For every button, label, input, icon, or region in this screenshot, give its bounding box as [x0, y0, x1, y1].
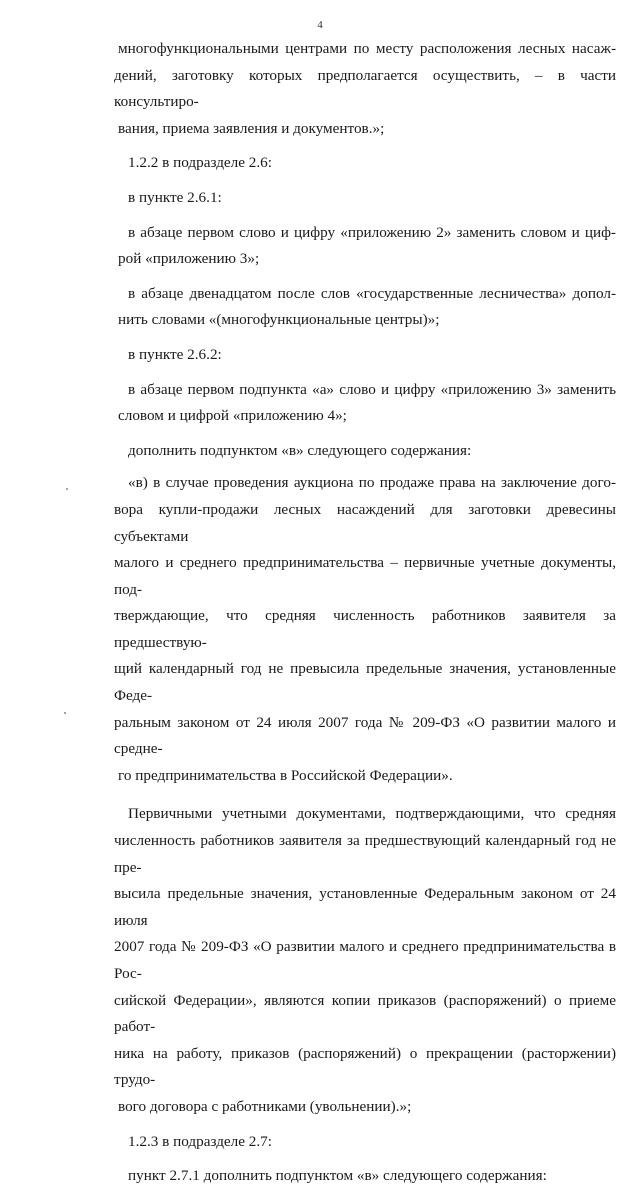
paragraph-point-2-7-1 — [118, 1163, 616, 1190]
paragraph-1-2-3 — [118, 1129, 616, 1156]
paragraph-point-2-6-2 — [118, 342, 616, 369]
text-line: многофункциональными центрами по месту расположения лесных насаж- — [118, 40, 616, 57]
text-line: численность работников заявителя за предшествующий календарный год не пре- — [114, 832, 616, 876]
paragraph-continuation — [114, 36, 616, 142]
page-number: 4 — [317, 19, 323, 31]
text-line: в абзаце первом подпункта «а» слово и цифру «приложению 3» заменить — [128, 380, 616, 398]
text-line: малого и среднего предпринимательства – первичные учетные документы, под- — [114, 554, 616, 598]
text-line: высила предельные значения, установленные Федеральным законом от 24 июля — [114, 885, 616, 929]
text-line: в абзаце первом слово и цифру «приложению 2» заменить словом и циф- — [128, 223, 616, 241]
text-line: го предпринимательства в Российской Федерации». — [118, 766, 453, 784]
text-line: вания, приема заявления и документов.»; — [118, 119, 385, 137]
text-line: в абзаце двенадцатом после слов «государственные лесничества» допол- — [128, 284, 616, 302]
document-body — [114, 36, 616, 1190]
paragraph-point-2-6-1 — [118, 185, 616, 212]
text-line: тверждающие, что средняя численность работников заявителя за предшествую- — [114, 607, 616, 651]
text-line: Первичными учетными документами, подтверждающими, что средняя — [128, 805, 616, 823]
text-line: ника на работу, приказов (распоряжений) о прекращении (расторжении) трудо- — [114, 1044, 616, 1089]
scan-speck — [64, 712, 66, 714]
text-line: «в) в случае проведения аукциона по продаже права на заключение дого- — [128, 474, 616, 492]
text-line: рой «приложению 3»; — [118, 250, 260, 268]
text-line: сийской Федерации», являются копии приказов (распоряжений) о приеме работ- — [114, 991, 616, 1036]
text-line: в пункте 2.6.2: — [128, 345, 222, 363]
paragraph-abzac-12 — [118, 281, 616, 334]
text-line: 2007 года № 209-ФЗ «О развитии малого и среднего предпринимательства в Рос- — [114, 938, 616, 982]
paragraph-subpoint-a — [118, 377, 616, 430]
text-line: вора купли-продажи лесных насаждений для заготовки древесины субъектами — [114, 500, 616, 545]
text-line: дений, заготовку которых предполагается осуществить, – в части консультиро- — [114, 66, 616, 111]
text-line: словом и цифрой «приложению 4»; — [118, 407, 347, 425]
scan-speck — [66, 488, 68, 490]
paragraph-add-subpoint — [118, 438, 616, 465]
text-line: в пункте 2.6.1: — [128, 188, 222, 206]
text-line: 1.2.3 в подразделе 2.7: — [128, 1132, 272, 1150]
text-line: ральным законом от 24 июля 2007 года № 209-ФЗ «О развитии малого и средне- — [114, 713, 616, 758]
paragraph-quote-v — [114, 470, 616, 789]
text-line: щий календарный год не превысила предельные значения, установленные Феде- — [114, 660, 616, 705]
text-line: нить словами «(многофункциональные центры)»; — [118, 311, 440, 329]
text-line: вого договора с работниками (увольнении).»; — [118, 1097, 412, 1115]
paragraph-abzac-1 — [118, 220, 616, 273]
text-line: пункт 2.7.1 дополнить подпунктом «в» следующего содержания: — [128, 1167, 547, 1185]
text-line: 1.2.2 в подразделе 2.6: — [128, 154, 272, 172]
text-line: дополнить подпунктом «в» следующего содержания: — [128, 441, 472, 459]
paragraph-primary-docs — [114, 801, 616, 1120]
paragraph-1-2-2 — [118, 150, 616, 177]
